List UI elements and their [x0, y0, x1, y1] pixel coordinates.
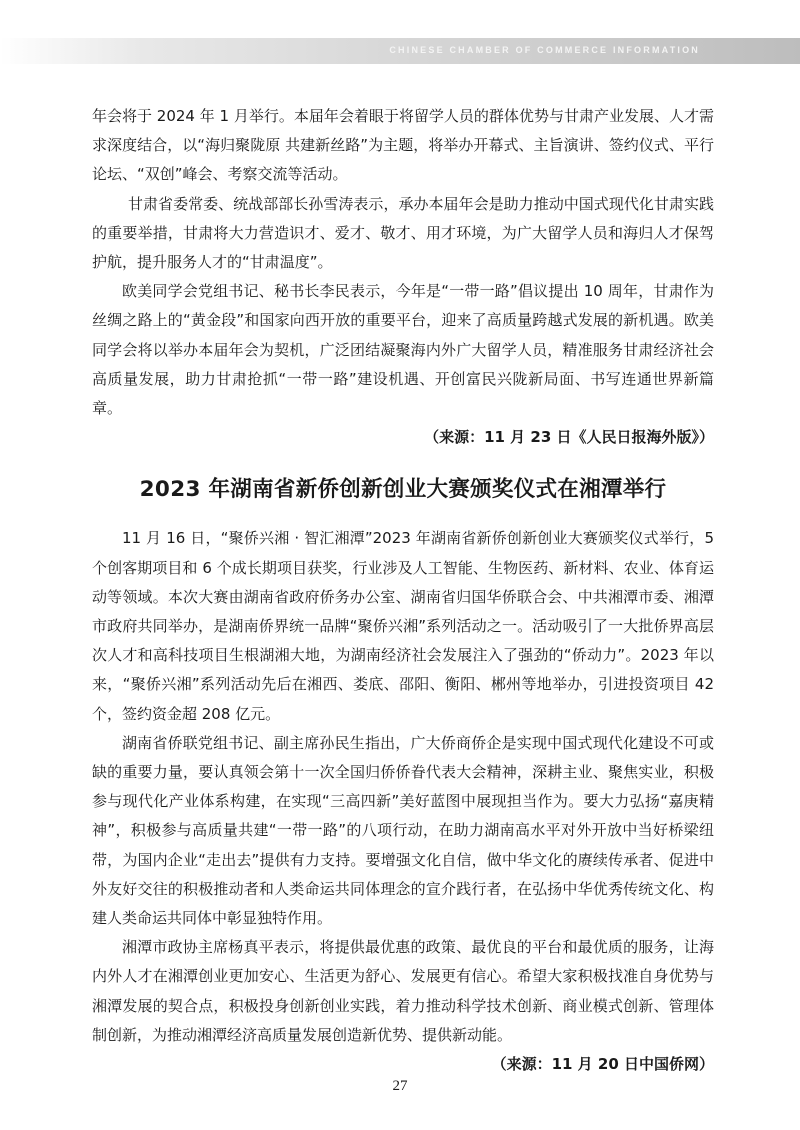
article2-source: （来源：11 月 20 日中国侨网）: [491, 1055, 714, 1074]
article-gansu-continued: [92, 102, 714, 452]
article2-paragraph: 11 月 16 日，“聚侨兴湘 · 智汇湘潭”2023 年湖南省新侨创新创业大赛颁奖仪式举行，5 个创客期项目和 6 个成长期项目获奖，行业涉及人工智能、生物医药、新材料、农业、体育运动等领域。本次大赛由湖南省政府侨务办公室、湖南省归国华侨联合会、中共湘潭市委、湘潭市政府共同举办，是湖南侨界统一品牌“聚侨兴湘”系列活动之一。活动吸引了一大批侨界高层次人才和高科技项目生根湖湘大地，为湖南经济社会发展注入了强劲的“侨动力”。2023 年以来，“聚侨兴湘”系列活动先后在湘西、娄底、邵阳、衡阳、郴州等地举办，引进投资项目 42 个，签约资金超 208 亿元。: [92, 529, 714, 723]
article2-paragraph: 湘潭市政协主席杨真平表示，将提供最优惠的政策、最优良的平台和最优质的服务，让海内外人才在湘潭创业更加安心、生活更为舒心、发展更有信心。希望大家积极找准自身优势与湘潭发展的契合点，积极投身创新创业实践，着力推动科学技术创新、商业模式创新、管理体制创新，为推动湘潭经济高质量发展创造新优势、提供新动能。: [92, 938, 714, 1044]
article1-paragraph: 欧美同学会党组书记、秘书长李民表示，今年是“一带一路”倡议提出 10 周年，甘肃作为丝绸之路上的“黄金段”和国家向西开放的重要平台，迎来了高质量跨越式发展的新机遇。欧美同学会将以举办本届年会为契机，广泛团结凝聚海内外广大留学人员，精准服务甘肃经济社会高质量发展，助力甘肃抢抓“一带一路”建设机遇、开创富民兴陇新局面、书写连通世界新篇章。: [92, 282, 714, 418]
header-title: CHINESE CHAMBER OF COMMERCE INFORMATION: [389, 45, 700, 55]
header-band: [0, 38, 800, 64]
article2-paragraph: 湖南省侨联党组书记、副主席孙民生指出，广大侨商侨企是实现中国式现代化建设不可或缺的重要力量，要认真领会第十一次全国归侨侨眷代表大会精神，深耕主业、聚焦实业，积极参与现代化产业体系构建，在实现“三高四新”美好蓝图中展现担当作为。要大力弘扬“嘉庚精神”，积极参与高质量共建“一带一路”的八项行动，在助力湖南高水平对外开放中当好桥梁纽带，为国内企业“走出去”提供有力支持。要增强文化自信，做中华文化的赓续传承者、促进中外友好交往的积极推动者和人类命运共同体理念的宣介践行者，在弘扬中华优秀传统文化、构建人类命运共同体中彰显独特作用。: [92, 733, 714, 928]
article1-source: （来源：11 月 23 日《人民日报海外版》）: [424, 428, 714, 447]
page-number: 27: [392, 1078, 408, 1094]
article2-title: 2023 年湖南省新侨创新创业大赛颁奖仪式在湘潭举行: [139, 477, 667, 503]
article1-paragraph: 甘肃省委常委、统战部部长孙雪涛表示，承办本届年会是助力推动中国式现代化甘肃实践的重要举措，甘肃将大力营造识才、爱才、敬才、用才环境，为广大留学人员和海归人才保驾护航，提升服务人才的“甘肃温度”。: [92, 194, 714, 272]
page-content: [92, 102, 714, 1079]
article1-paragraph: 年会将于 2024 年 1 月举行。本届年会着眼于将留学人员的群体优势与甘肃产业发展、人才需求深度结合，以“海归聚陇原 共建新丝路”为主题，将举办开幕式、主旨演讲、签约仪式、平行论坛、“双创”峰会、考察交流等活动。: [92, 107, 714, 184]
article-hunan: [92, 475, 714, 1079]
